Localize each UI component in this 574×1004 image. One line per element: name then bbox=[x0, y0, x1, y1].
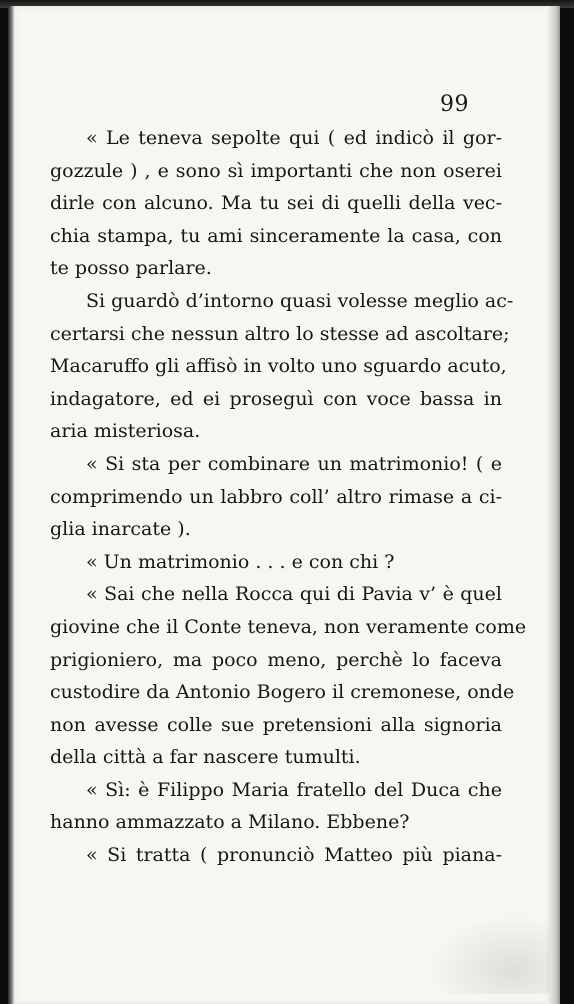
text-line: « Si tratta ( pronunciò Matteo più piana- bbox=[86, 844, 502, 867]
text-line: giovine che il Conte teneva, non veramente come bbox=[50, 615, 527, 638]
text-line: indagatore, ed ei proseguì con voce bassa in bbox=[50, 387, 502, 410]
text-line: Macaruffo gli affisò in volto uno sguardo acuto, bbox=[50, 355, 507, 378]
text-line: chia stampa, tu ami sinceramente la casa, con bbox=[50, 224, 502, 247]
text-line: « Un matrimonio . . . e con chi ? bbox=[86, 550, 395, 573]
text-line: comprimendo un labbro coll’ altro rimase a ci- bbox=[50, 485, 502, 508]
text-line: Si guardò d’intorno quasi volesse meglio ac- bbox=[86, 289, 514, 312]
text-line: « Sì: è Filippo Maria fratello del Duca che bbox=[86, 778, 502, 801]
text-line: della città a far nascere tumulti. bbox=[50, 746, 361, 769]
text-line: te posso parlare. bbox=[50, 257, 212, 280]
text-line: gozzule ) , e sono sì importanti che non oserei bbox=[50, 159, 502, 182]
text-line: hanno ammazzato a Milano. Ebbene? bbox=[50, 811, 410, 834]
body-text bbox=[50, 122, 527, 872]
text-line: glia inarcate ). bbox=[50, 518, 191, 541]
text-line: « Si sta per combinare un matrimonio! ( e bbox=[86, 452, 502, 475]
paper-stain bbox=[430, 914, 550, 994]
book-page bbox=[8, 6, 560, 1004]
text-line: dirle con alcuno. Ma tu sei di quelli della vec- bbox=[50, 192, 502, 215]
text-line: certarsi che nessun altro lo stesse ad ascoltare; bbox=[50, 322, 510, 345]
text-line: « Sai che nella Rocca qui di Pavia v’ è quel bbox=[86, 583, 502, 606]
page-right-edge bbox=[546, 6, 560, 1004]
text-line: aria misteriosa. bbox=[50, 420, 201, 443]
page-number: 99 bbox=[440, 92, 469, 117]
text-line: prigioniero, ma poco meno, perchè lo faceva bbox=[50, 648, 502, 671]
text-line: non avesse colle sue pretensioni alla signoria bbox=[50, 713, 502, 736]
text-line: « Le teneva sepolte qui ( ed indicò il gor- bbox=[86, 127, 502, 149]
text-line: custodire da Antonio Bogero il cremonese, onde bbox=[50, 681, 515, 704]
page-spine-shadow bbox=[8, 6, 14, 1004]
